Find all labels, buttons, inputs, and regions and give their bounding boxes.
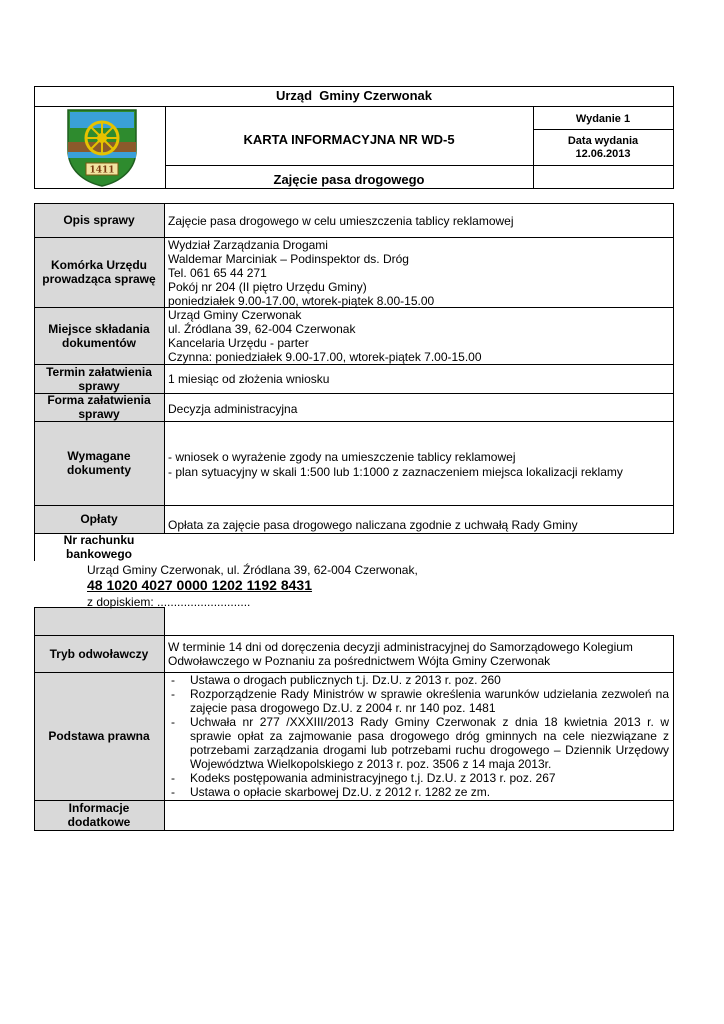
- wymagane-line: - wniosek o wyrażenie zgody na umieszczenie tablicy reklamowej: [168, 450, 516, 464]
- legal-basis-item: - Kodeks postępowania administracyjnego t.j. Dz.U. z 2013 r. poz. 267: [166, 771, 669, 785]
- subject: Zajęcie pasa drogowego: [273, 172, 425, 187]
- value-komorka: [168, 238, 668, 308]
- miejsce-line: Kancelaria Urzędu - parter: [168, 336, 309, 350]
- label-tryb: Tryb odwoławczy: [49, 646, 149, 661]
- legal-basis-item: - Uchwała nr 277 /XXXIII/2013 Rady Gminy Czerwonak z dnia 18 kwietnia 2013 r. w sprawie opłat za zajmowanie pasa drogowego dróg gminnych na cele niezwiązane z potrzebami zarządzania drogami lub potrzebami ruchu drogowego – Dziennik Urzędowy Województwa Wielkopolskiego z 2013 r. poz. 3506 z 14 maja 2013r.: [166, 715, 669, 771]
- label-miejsce: Miejsce składania dokumentów: [48, 321, 150, 350]
- label-oplaty: Opłaty: [80, 512, 118, 526]
- value-opis: Zajęcie pasa drogowego w celu umieszczenia tablicy reklamowej: [168, 214, 514, 228]
- rachunek-account: 48 1020 4027 0000 1202 1192 8431: [87, 577, 313, 593]
- label-rachunek: Nr rachunku bankowego: [63, 533, 135, 561]
- komorka-line: Tel. 061 65 44 271: [168, 266, 267, 280]
- issue-date-label: Data wydania: [567, 135, 639, 147]
- value-wymagane: [168, 450, 668, 480]
- rachunek-address: Urząd Gminy Czerwonak, ul. Źródlana 39, 62-004 Czerwonak,: [87, 563, 418, 577]
- label-informacje: Informacje dodatkowe: [67, 801, 131, 829]
- legal-basis-item: - Rozporządzenie Rady Ministrów w sprawie określenia warunków udzielania zezwoleń na zajęcie pasa drogowego Dz.U. z 2004 r. nr 140 poz. 1481: [166, 687, 669, 715]
- edition: Wydanie 1: [575, 113, 631, 125]
- legal-basis-item: - Ustawa o drogach publicznych t.j. Dz.U. z 2013 r. poz. 260: [166, 673, 669, 687]
- rachunek-note: z dopiskiem: ............................: [87, 595, 251, 609]
- coat-of-arms-icon: [64, 108, 140, 188]
- miejsce-line: ul. Źródlana 39, 62-004 Czerwonak: [168, 322, 356, 336]
- wymagane-line: - plan sytuacyjny w skali 1:500 lub 1:1000 z zaznaczeniem miejsca lokalizacji reklamy: [168, 465, 623, 479]
- komorka-line: Wydział Zarządzania Drogami: [168, 238, 328, 252]
- label-opis: Opis sprawy: [63, 213, 135, 227]
- issue-date: 12.06.2013: [575, 148, 631, 160]
- label-wymagane: Wymagane dokumenty: [66, 449, 131, 477]
- legal-basis-item: - Ustawa o opłacie skarbowej Dz.U. z 2012 r. 1282 ze zm.: [166, 785, 669, 799]
- label-komorka: Komórka Urzędu prowadząca sprawę: [42, 258, 156, 286]
- crest-year: 1411: [89, 165, 115, 176]
- label-forma: Forma załatwienia sprawy: [47, 393, 151, 421]
- value-podstawa: [166, 673, 669, 799]
- value-oplaty: Opłata za zajęcie pasa drogowego naliczana zgodnie z uchwałą Rady Gminy: [168, 518, 578, 532]
- office-title: Urząd Gminy Czerwonak: [275, 88, 433, 103]
- komorka-line: poniedziałek 9.00-17.00, wtorek-piątek 8.00-15.00: [168, 294, 435, 308]
- value-miejsce: [168, 308, 668, 364]
- miejsce-line: Czynna: poniedziałek 9.00-17.00, wtorek-piątek 7.00-15.00: [168, 350, 482, 364]
- label-termin: Termin załatwienia sprawy: [46, 364, 152, 393]
- value-termin: 1 miesiąc od złożenia wniosku: [168, 372, 330, 386]
- label-podstawa: Podstawa prawna: [48, 729, 150, 743]
- card-title: KARTA INFORMACYJNA NR WD-5: [243, 132, 455, 147]
- value-forma: Decyzja administracyjna: [168, 402, 298, 416]
- miejsce-line: Urząd Gminy Czerwonak: [168, 308, 302, 322]
- coat-of-arms: [64, 108, 140, 188]
- komorka-line: Pokój nr 204 (II piętro Urzędu Gminy): [168, 280, 367, 294]
- value-tryb: W terminie 14 dni od doręczenia decyzji administracyjnej do Samorządowego Kolegium Odwoławczego w Poznaniu za pośrednictwem Wójta Gminy Czerwonak: [168, 640, 633, 668]
- komorka-line: Waldemar Marciniak – Podinspektor ds. Dróg: [168, 252, 409, 266]
